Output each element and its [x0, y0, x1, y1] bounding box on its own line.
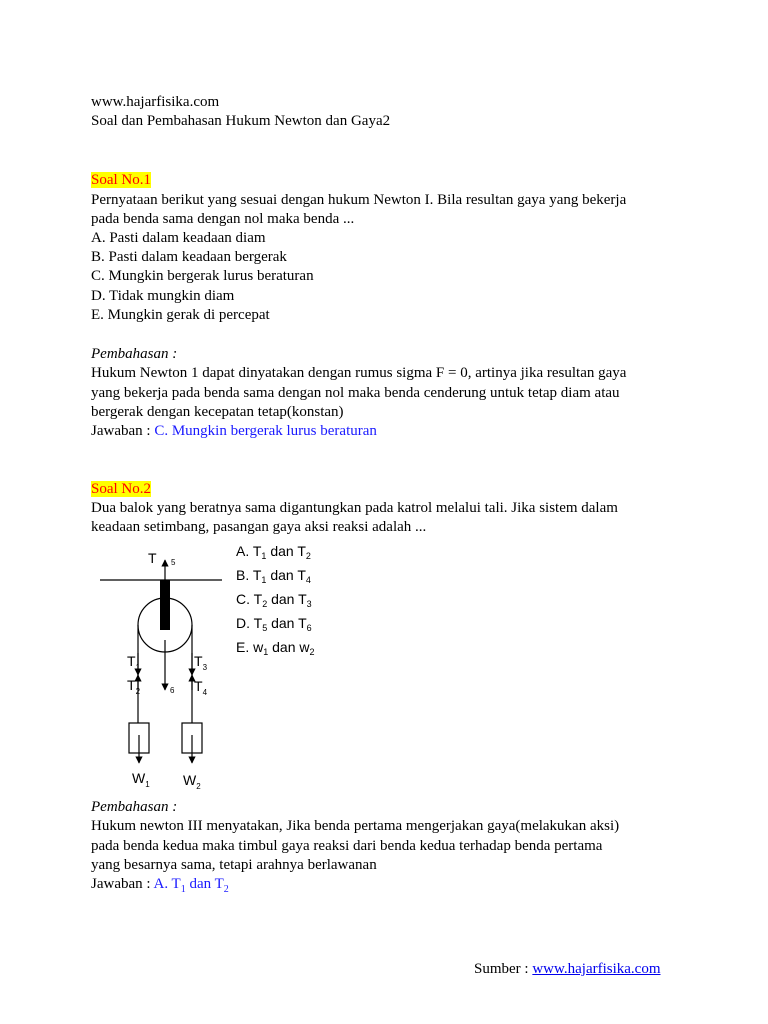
soal-2-question-line: keadaan setimbang, pasangan gaya aksi reaksi adalah ...	[91, 519, 427, 535]
label-w1: $W_1$	[132, 770, 150, 789]
document-title: Soal dan Pembahasan Hukum Newton dan Gaya2	[91, 113, 391, 129]
soal-2-question-line: Dua balok yang beratnya sama digantungkan pada katrol melalui tali. Jika sistem dalam	[91, 500, 618, 516]
label-t5: T	[148, 550, 157, 566]
label-t5-sub: 5	[171, 558, 176, 567]
soal-1-discussion-line: bergerak dengan kecepatan tetap(konstan)	[91, 404, 344, 420]
soal-2-discussion-label: Pembahasan :	[91, 799, 178, 815]
soal-2-heading	[91, 480, 151, 499]
label-t6-sub: 6	[170, 686, 175, 695]
soal-1-question-line: pada benda sama dengan nol maka benda ...	[91, 211, 355, 227]
soal-1-option-b: B. Pasti dalam keadaan bergerak	[91, 249, 287, 265]
soal-1-answer	[91, 422, 377, 441]
website-url: www.hajarfisika.com	[91, 94, 220, 110]
soal-1-option-d: D. Tidak mungkin diam	[91, 288, 235, 304]
footer-label: Sumber :	[474, 961, 533, 977]
soal-2-option-c: C. $T_2$ dan $T_3$	[236, 591, 312, 609]
soal-2-answer-value: A. $T_1$ dan $T_2$	[153, 876, 229, 895]
soal-1-heading-text: Soal No.1	[91, 172, 151, 188]
label-t3: $T_3$	[194, 653, 208, 672]
label-t4: $T_4$	[194, 678, 208, 697]
soal-2-answer	[91, 875, 229, 899]
pulley-hanger	[160, 580, 170, 630]
soal-2-option-d: D. $T_5$ dan $T_6$	[236, 615, 312, 633]
label-t2: $T_2$	[127, 677, 141, 696]
label-t1: $T_1$	[127, 653, 141, 672]
soal-1-question-line: Pernyataan berikut yang sesuai dengan hukum Newton I. Bila resultan gaya yang bekerja	[91, 192, 627, 208]
soal-2-heading-text: Soal No.2	[91, 481, 151, 497]
soal-1-option-e: E. Mungkin gerak di percepat	[91, 307, 270, 323]
soal-1-heading	[91, 171, 151, 190]
soal-2-answer-label: Jawaban :	[91, 876, 154, 892]
soal-2-discussion-line: Hukum newton III menyatakan, Jika benda pertama mengerjakan gaya(melakukan aksi)	[91, 818, 620, 834]
soal-2-option-e: E. $w_1$ dan $w_2$	[236, 639, 315, 657]
soal-1-discussion-line: Hukum Newton 1 dapat dinyatakan dengan rumus sigma F = 0, artinya jika resultan gaya	[91, 365, 627, 381]
soal-1-answer-value: C. Mungkin bergerak lurus beraturan	[154, 423, 377, 439]
soal-2-option-a: A. $T_1$ dan $T_2$	[236, 543, 311, 561]
label-w2: $W_2$	[183, 772, 201, 791]
soal-1-option-c: C. Mungkin bergerak lurus beraturan	[91, 268, 314, 284]
soal-2-discussion-line: yang besarnya sama, tetapi arahnya berlawanan	[91, 857, 377, 873]
soal-2-option-b: B. $T_1$ dan $T_4$	[236, 567, 311, 585]
soal-1-option-a: A. Pasti dalam keadaan diam	[91, 230, 266, 246]
soal-2-discussion-line: pada benda kedua maka timbul gaya reaksi dari benda kedua terhadap benda pertama	[91, 838, 603, 854]
soal-1-discussion-label: Pembahasan :	[91, 346, 178, 362]
soal-1-answer-label: Jawaban :	[91, 423, 155, 439]
soal-1-discussion-line: yang bekerja pada benda sama dengan nol maka benda cenderung untuk tetap diam atau	[91, 385, 620, 401]
footer-link[interactable]: www.hajarfisika.com	[532, 961, 661, 977]
footer-source	[474, 960, 661, 979]
